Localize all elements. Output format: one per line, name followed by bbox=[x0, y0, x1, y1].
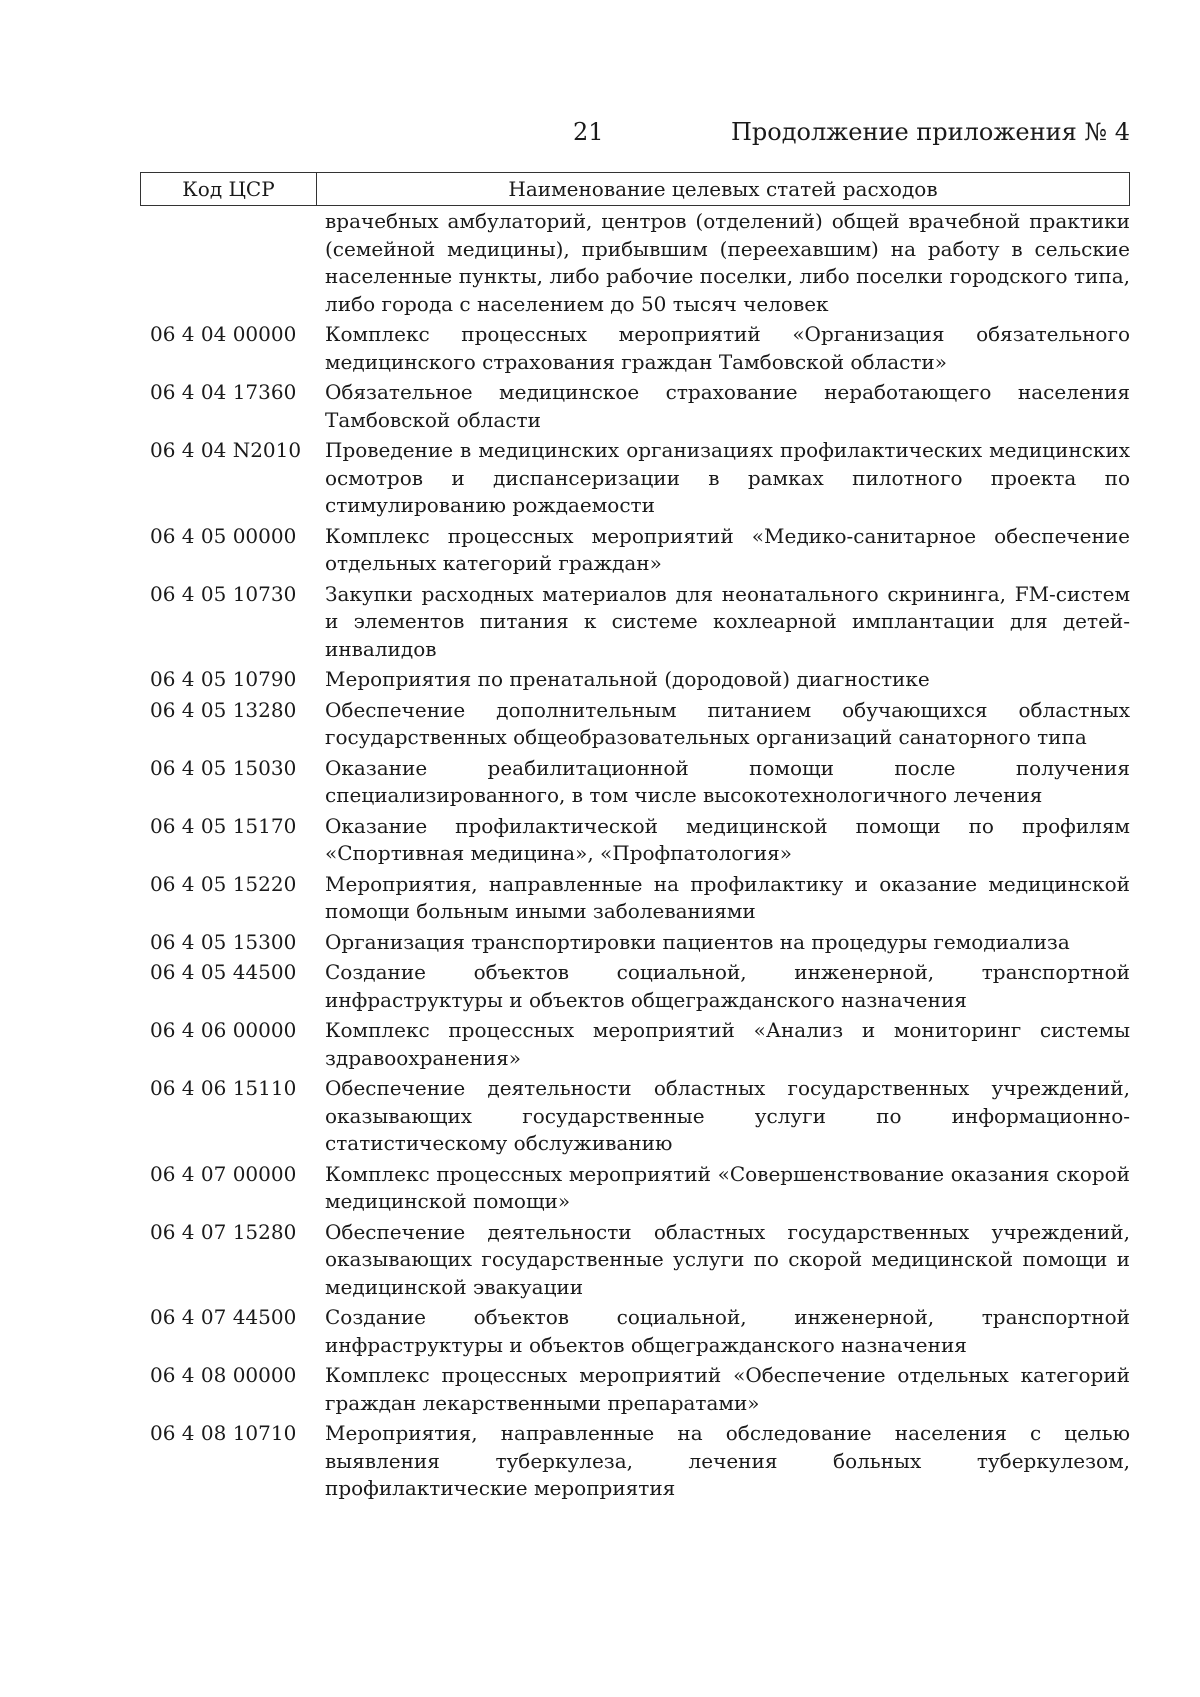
row-name: Оказание профилактической медицинской помощи по профилям «Спортивная медицина», «Профпатология» bbox=[325, 813, 1130, 865]
table-row bbox=[140, 813, 1130, 868]
page-header bbox=[0, 118, 1200, 158]
row-name: Комплекс процессных мероприятий «Организация обязательного медицинского страхования граждан Тамбовской области» bbox=[325, 322, 1130, 374]
row-code: 06 4 04 N2010 bbox=[150, 438, 302, 462]
table-row bbox=[140, 871, 1130, 926]
row-code: 06 4 06 00000 bbox=[150, 1018, 297, 1042]
row-name: Создание объектов социальной, инженерной, транспортной инфраструктуры и объектов общегражданского назначения bbox=[325, 960, 1130, 1012]
table-row bbox=[140, 697, 1130, 752]
row-name: Закупки расходных материалов для неонатального скрининга, FM-систем и элементов питания к системе кохлеарной имплантации для детей-инвалидов bbox=[325, 581, 1130, 661]
table-row bbox=[140, 208, 1130, 318]
row-name: Обязательное медицинское страхование неработающего населения Тамбовской области bbox=[325, 380, 1130, 432]
appendix-title: Продолжение приложения № 4 bbox=[730, 118, 1130, 146]
row-name: Проведение в медицинских организациях профилактических медицинских осмотров и диспансеризации в рамках пилотного проекта по стимулированию рождаемости bbox=[325, 438, 1130, 517]
row-name: Комплекс процессных мероприятий «Обеспечение отдельных категорий граждан лекарственными препаратами» bbox=[325, 1363, 1130, 1415]
table-row bbox=[140, 1304, 1130, 1359]
row-code: 06 4 05 15030 bbox=[150, 755, 297, 780]
row-name: Комплекс процессных мероприятий «Анализ и мониторинг системы здравоохранения» bbox=[325, 1018, 1130, 1070]
row-code: 06 4 05 44500 bbox=[150, 960, 297, 984]
table-row bbox=[140, 666, 1130, 694]
expenditure-table bbox=[140, 172, 1130, 1506]
row-code: 06 4 07 44500 bbox=[150, 1305, 297, 1329]
row-code: 06 4 06 15110 bbox=[150, 1076, 297, 1100]
row-code: 06 4 05 13280 bbox=[150, 697, 297, 722]
table-row bbox=[140, 1362, 1130, 1417]
row-name: Комплекс процессных мероприятий «Медико-санитарное обеспечение отдельных категорий граждан» bbox=[325, 523, 1130, 575]
table-row bbox=[140, 581, 1130, 664]
row-code: 06 4 08 00000 bbox=[150, 1363, 297, 1387]
row-code: 06 4 05 15220 bbox=[150, 871, 297, 896]
table-row bbox=[140, 1075, 1130, 1158]
table-row bbox=[140, 523, 1130, 578]
row-name: Мероприятия, направленные на профилактику и оказание медицинской помощи больным иными заболеваниями bbox=[325, 871, 1130, 923]
table-row bbox=[140, 1420, 1130, 1503]
row-code: 06 4 07 00000 bbox=[150, 1161, 297, 1186]
row-code: 06 4 04 17360 bbox=[150, 380, 297, 404]
row-name: Мероприятия по пренатальной (дородовой) диагностике bbox=[325, 667, 930, 691]
table-row bbox=[140, 1219, 1130, 1302]
table-row bbox=[140, 929, 1130, 957]
row-name: Обеспечение деятельности областных государственных учреждений, оказывающих государственные услуги по информационно-статистическому обслуживанию bbox=[325, 1076, 1130, 1155]
table-row bbox=[140, 755, 1130, 810]
row-code: 06 4 05 15300 bbox=[150, 929, 297, 954]
row-name: Комплекс процессных мероприятий «Совершенствование оказания скорой медицинской помощи» bbox=[325, 1161, 1130, 1213]
table-header bbox=[140, 172, 1130, 206]
column-header-code: Код ЦСР bbox=[141, 173, 317, 205]
page-number: 21 bbox=[573, 118, 604, 146]
table-row bbox=[140, 379, 1130, 434]
row-name: Обеспечение деятельности областных государственных учреждений, оказывающих государственные услуги по скорой медицинской помощи и медицинской эвакуации bbox=[325, 1219, 1130, 1299]
table-row bbox=[140, 1161, 1130, 1216]
row-name: Мероприятия, направленные на обследование населения с целью выявления туберкулеза, лечения больных туберкулезом, профилактические мероприятия bbox=[325, 1421, 1130, 1500]
row-code: 06 4 07 15280 bbox=[150, 1219, 297, 1244]
row-name: Организация транспортировки пациентов на процедуры гемодиализа bbox=[325, 929, 1070, 954]
column-header-name: Наименование целевых статей расходов bbox=[508, 177, 938, 201]
row-code: 06 4 05 15170 bbox=[150, 813, 297, 838]
table-row bbox=[140, 959, 1130, 1014]
table-row bbox=[140, 321, 1130, 376]
row-code: 06 4 05 10730 bbox=[150, 581, 297, 606]
row-code: 06 4 05 10790 bbox=[150, 667, 297, 691]
row-name: Обеспечение дополнительным питанием обучающихся областных государственных общеобразовательных организаций санаторного типа bbox=[325, 697, 1130, 749]
table-row bbox=[140, 1017, 1130, 1072]
row-code: 06 4 05 00000 bbox=[150, 523, 297, 548]
row-code bbox=[140, 208, 320, 318]
row-name: Оказание реабилитационной помощи после получения специализированного, в том числе высокотехнологичного лечения bbox=[325, 755, 1130, 807]
row-name: врачебных амбулаторий, центров (отделений) общей врачебной практики (семейной медицины), прибывшим (переехавшим) на работу в сельские населенные пункты, либо рабочие поселки, либо поселки городского типа, либо города с населением до 50 тысяч человек bbox=[325, 209, 1130, 316]
table-row bbox=[140, 437, 1130, 520]
row-name: Создание объектов социальной, инженерной, транспортной инфраструктуры и объектов общегражданского назначения bbox=[325, 1305, 1130, 1357]
row-code: 06 4 04 00000 bbox=[150, 322, 297, 346]
row-code: 06 4 08 10710 bbox=[150, 1421, 297, 1445]
table-body bbox=[140, 208, 1130, 1503]
